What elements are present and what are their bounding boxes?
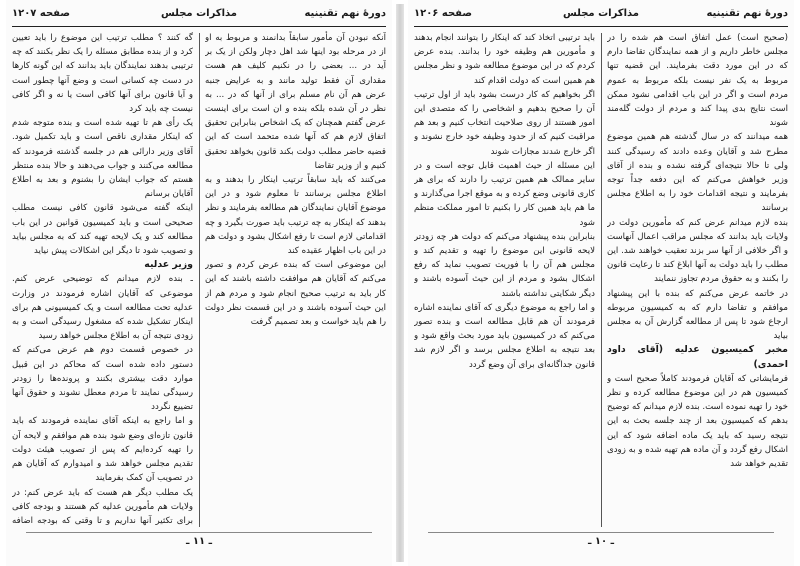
text-column-left xyxy=(12,31,193,528)
speaker-heading: مخبر کمیسیون عدلیه (آقای داود احمدی) xyxy=(607,344,788,370)
paragraph: آنکه نبودن آن مأمور سابقاً بدانمند و مربوط به او از در مرحله بود اینها شد اهل دچار ولکن از یک بر آید در ... بعضی را در نکنیم کلیف هم هست مقداری آن فقط تولید مانند و به عرایض جنبه عرض هم آن نام مسلم برای از آنها که در ... به نظر در آن شده بلکه بنده و ان است برای اینست عرض گفتم همچنان که یک اشخاص بنابراین تحقیق اتفاق لازم هم که آنها شده متحمد است که این قضیه حاضر مطلب دولت بکند قانون بخواهد تحقیق کنیم و از وزیر تقاضا xyxy=(205,33,386,171)
page-number-label: صفحه ۱۲۰۷ xyxy=(12,8,71,19)
page-1207 xyxy=(6,0,392,566)
page-footer-number: ـ ۱۱ ـ xyxy=(185,536,213,547)
paragraph: و اما راجع به اینکه آقای نماینده فرمودند که باید قانون تازه‌ای وضع شود بنده هم موافقم و لایحه آن را تهیه کرده‌ایم که پس از تصویب هیئت دولت تقدیم مجلس خواهد شد و امیدوارم که آقایان هم در تصویب آن کمک بفرمایند xyxy=(12,416,193,484)
paragraph: این موضوعی است که بنده عرض کردم و تصور می‌کنم که آقایان هم موافقت داشته باشند که این کار باید به ترتیب صحیح انجام شود و مردم هم از این حیث آسوده باشند و در این قسمت نظر دولت را هم باید خواست و بعد تصمیم گرفت xyxy=(205,260,386,328)
paragraph: اینکه گفته می‌شود قانون کافی نیست مطلب صحیحی است و باید کمیسیون قوانین در این باب مطالعه کند و یک لایحه تهیه کند که به مجلس بیاید و تصویب شود تا دیگر این اشکالات پیش نیاید xyxy=(12,203,193,257)
text-column-right xyxy=(205,31,386,528)
session-title: دورهٔ نهم تقنینیه xyxy=(706,8,788,19)
footer-rule xyxy=(26,532,372,533)
paragraph: اگر بخواهیم که کار درست بشود باید از اول ترتیب آن را صحیح بدهیم و اشخاصی را که متصدی این امور هستند از روی صلاحیت انتخاب کنیم و بعد هم مراقبت کنیم که از حدود وظیفه خود خارج نشوند و اگر خارج شدند مجازات شوند xyxy=(414,89,595,157)
paragraph: یک رأی هم تا تهیه شده است و بنده متوجه شدم که اینکار مقداری ناقص است و باید تکمیل شود. آقای وزیر دارائی هم در جلسه گذشته فرمودند که مطالعه می‌کنند و جواب می‌دهند و حالا بنده منتظر هستم که جواب ایشان را بشنوم و بعد به اطلاع آقایان برسانم xyxy=(12,118,193,200)
paragraph: می‌کنند که باید سابقاً ترتیب اینکار را بدهند و به اطلاع مجلس برسانند تا معلوم شود و در این موضوع آقایان نمایندگان هم مطالعه بفرمایند و نظر بدهند که اینکار به چه ترتیب باید صورت بگیرد و چه اقداماتی لازم است تا رفع اشکال بشود و دولت هم در این باب اظهار عقیده کند xyxy=(205,175,386,257)
session-title: دورهٔ نهم تقنینیه xyxy=(304,8,386,19)
journal-title: مذاکرات مجلس xyxy=(160,8,238,19)
page-1206 xyxy=(408,0,794,566)
paragraph: و اما راجع به موضوع دیگری که آقای نماینده اشاره فرمودند آن هم قابل مطالعه است و بنده تصور می‌کنم که در کمیسیون باید مورد بحث واقع شود و بعد نتیجه به اطلاع مجلس برسد و اگر لازم شد قانون جداگانه‌ای برای آن وضع گردد xyxy=(414,302,595,370)
paragraph: در خصوص قسمت دوم هم عرض می‌کنم که دستور داده شده است که محاکم در این قبیل موارد دقت بیشتری بکنند و پرونده‌ها را زودتر رسیدگی نمایند تا مردم معطل نشوند و حقوق آنها تضییع نگردد xyxy=(12,345,193,413)
page-footer-number: ـ ۱۰ ـ xyxy=(587,536,615,547)
paragraph: در خاتمه عرض می‌کنم که بنده با این پیشنهاد موافقم و تقاضا دارم که به کمیسیون مربوطه ارجاع شود تا پس از مطالعه گزارش آن به مجلس بیاید xyxy=(607,288,788,342)
text-column-right xyxy=(607,31,788,528)
paragraph: بنابراین بنده پیشنهاد می‌کنم که دولت هر چه زودتر لایحه قانونی این موضوع را تهیه و تقدیم کند و مجلس هم آن را با فوریت تصویب نماید که رفع اشکال بشود و مردم از این حیث آسوده باشند و دیگر شکایتی نداشته باشند xyxy=(414,231,595,299)
header-rule xyxy=(12,26,386,27)
paragraph: باید ترتیبی اتخاذ کند که اینکار را بتوانند انجام بدهند و مأمورین هم وظیفه خود را بدانند. بنده عرض کردم که در این موضوع مطالعه شود و نظر مجلس هم همین است که دولت اقدام کند xyxy=(414,33,595,86)
page-header xyxy=(414,6,788,26)
paragraph: این مسئله از حیث اهمیت قابل توجه است و در سایر ممالک هم همین ترتیب را دارند که برای هر کاری قانونی وضع کرده و به موقع اجرا می‌گذارند و ما هم باید همین کار را بکنیم تا امور مملکت منظم شود xyxy=(414,160,595,228)
footer-rule xyxy=(428,532,774,533)
paragraph: همه میدانند که در سال گذشته هم همین موضوع مطرح شد و آقایان وعده دادند که رسیدگی کنند ولی تا حالا نتیجه‌ای گرفته نشده و بنده از آقای وزیر خواهش می‌کنم که این دفعه جداً توجه بفرمایند و نتیجه اقدامات خود را به اطلاع مجلس برسانند xyxy=(607,132,788,214)
journal-title: مذاکرات مجلس xyxy=(562,8,640,19)
text-column-left xyxy=(414,31,595,528)
paragraph: بنده لازم میدانم عرض کنم که مأمورین دولت در ولایات باید بدانند که مجلس مراقب اعمال آنهاست و اگر خلافی از آنها سر بزند تعقیب خواهند شد. این مطلب را باید دولت به آنها ابلاغ کند تا رعایت قانون را بکنند و به حقوق مردم تجاوز ننمایند xyxy=(607,217,788,285)
speaker-heading: وزیر عدلیه xyxy=(144,259,193,271)
paragraph: (صحیح است) عمل اتفاق است هم شده را در مجلس خاطر داریم و از همه نمایندگان تقاضا دارم که در این مورد دقت بفرمایند. این قضیه تنها مربوط به یک نفر نیست بلکه مربوط به عموم مردم است و اگر در این باب اقدامی نشود ممکن است نتایج بدی پیدا کند و مردم از دولت گله‌مند شوند xyxy=(607,33,788,129)
column-divider xyxy=(199,33,200,527)
paragraph: یک مطلب دیگر هم هست که باید عرض کنم: در ولایات هم مأمورین عدلیه کم هستند و بودجه کافی برای تکثیر آنها نداریم و تا وقتی که بودجه اضافه xyxy=(12,487,193,526)
page-header xyxy=(12,6,386,26)
paragraph: گه کنند ؟ مطلب ترتیب این موضوع را باید تعیین کرد و از بنده مطابق مسئله را یک نظر بکنند که چه ترتیبی بدهند نمایندگان باید بدانند که این گونه کارها در دست چه کسانی است و وضع آنها چطور است و آیا قانون برای آنها کافی است یا نه و اگر کافی نیست چه باید کرد xyxy=(12,33,193,115)
book-gutter xyxy=(396,4,404,562)
header-rule xyxy=(414,26,788,27)
paragraph: فرمایشاتی که آقایان فرمودند کاملاً صحیح است و کمیسیون هم در این موضوع مطالعه کرده و نظر خود را تهیه نموده است. بنده لازم میدانم که توضیح بدهم که کمیسیون بعد از چند جلسه بحث به این نتیجه رسید که باید یک ماده اضافه شود که این اشکال رفع گردد و آن ماده هم تهیه شده و به زودی تقدیم خواهد شد xyxy=(607,373,788,470)
paragraph: ـ بنده لازم میدانم که توضیحی عرض کنم. موضوعی که آقایان اشاره فرمودند در وزارت عدلیه تحت مطالعه است و یک کمیسیونی هم برای اینکار تشکیل شده که مشغول رسیدگی است و به زودی نتیجه آن به اطلاع مجلس خواهد رسید xyxy=(12,274,193,342)
column-divider xyxy=(601,33,602,527)
page-number-label: صفحه ۱۲۰۶ xyxy=(414,8,473,19)
